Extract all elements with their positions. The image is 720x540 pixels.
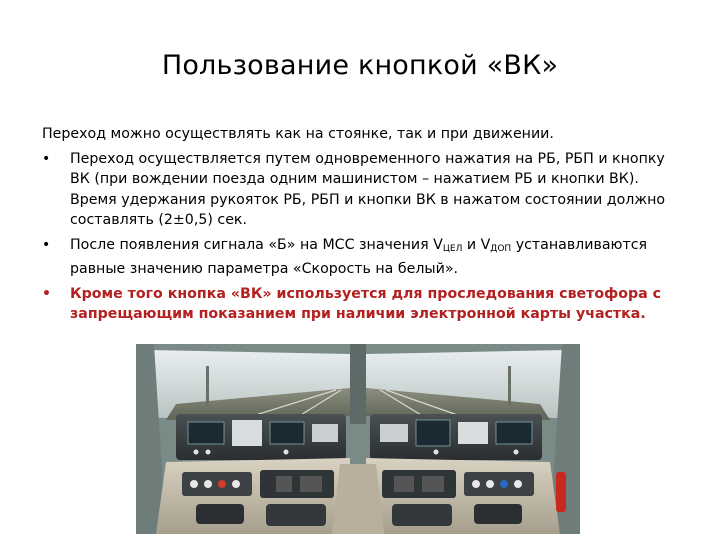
bullet-item-3 bbox=[42, 284, 682, 325]
bullet-text-highlight: Кроме того кнопка «ВК» используется для проследования светофора с запрещающим показанием при наличии электронной карты участка. bbox=[70, 285, 662, 322]
bullet-text-part: и V bbox=[462, 236, 491, 253]
bullet-text: Переход осуществляется путем одновременного нажатия на РБ, РБП и кнопку ВК (при вождении поезда одним машинистом – нажатием РБ и кнопки ВК). Время удержания рукояток РБ, РБП и кнопки ВК в нажатом состоянии должно составлять (2±0,5) сек. bbox=[70, 150, 666, 228]
bullet-marker: • bbox=[42, 150, 51, 167]
bullet-marker: • bbox=[42, 285, 51, 302]
bullet-text-part: устанавливаются равные значению параметра «Скорость на белый». bbox=[70, 236, 648, 277]
cab-photo-illustration bbox=[136, 344, 580, 534]
subscript-tsel: ЦЕЛ bbox=[442, 243, 463, 254]
bullet-item-1 bbox=[42, 149, 682, 231]
subscript-dop: ДОП bbox=[490, 243, 512, 254]
slide-body bbox=[42, 124, 682, 329]
slide-title: Пользование кнопкой «ВК» bbox=[161, 50, 559, 81]
bullet-marker: • bbox=[42, 236, 51, 253]
bullet-list bbox=[42, 149, 682, 325]
bullet-item-2 bbox=[42, 235, 682, 280]
bullet-text-part: После появления сигнала «Б» на МСС значения V bbox=[70, 236, 443, 253]
intro-text: Переход можно осуществлять как на стоянке, так и при движении. bbox=[42, 126, 554, 142]
cab-photo bbox=[136, 344, 580, 534]
